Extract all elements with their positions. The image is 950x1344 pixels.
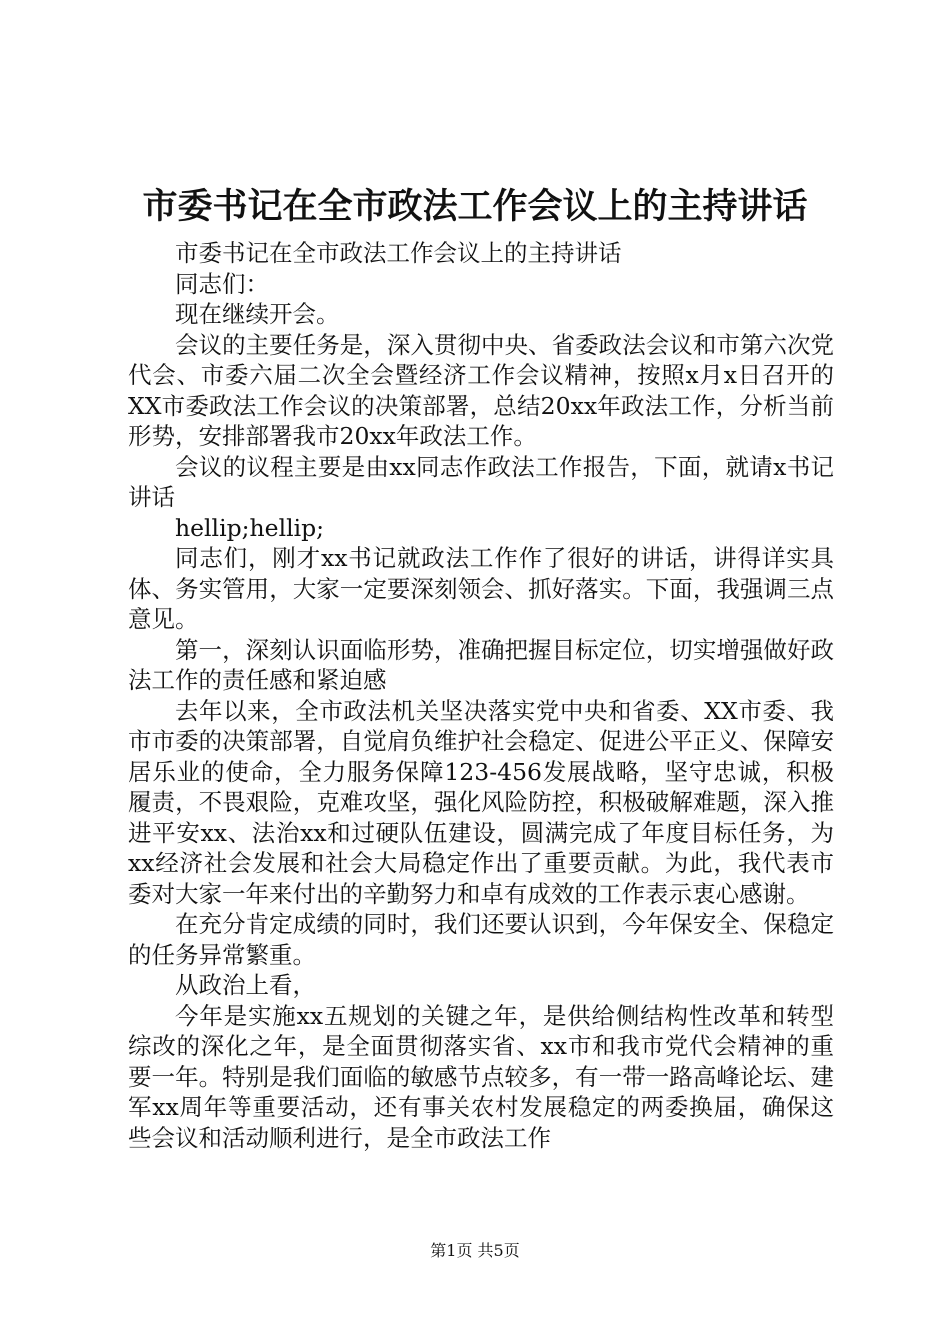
document-body (128, 208, 834, 1153)
document-title: 市委书记在全市政法工作会议上的主持讲话 (142, 186, 808, 227)
page-footer: 第1页 共5页 (430, 1241, 520, 1260)
paragraph: 第一，深刻认识面临形势，准确把握目标定位，切实增强做好政法工作的责任感和紧迫感 (128, 635, 834, 694)
paragraph: 会议的议程主要是由xx同志作政法工作报告，下面，就请x书记讲话 (128, 452, 834, 511)
paragraph: 市委书记在全市政法工作会议上的主持讲话 (175, 239, 622, 267)
paragraph: 去年以来，全市政法机关坚决落实党中央和省委、XX市委、我市市委的决策部署，自觉肩负维护社会稳定、促进公平正义、保障安居乐业的使命，全力服务保障123-456发展战略，坚守忠诚，积极履责，不畏艰险，克难攻坚，强化风险防控，积极破解难题，深入推进平安xx、法治xx和过硬队伍建设，圆满完成了年度目标任务，为xx经济社会发展和社会大局稳定作出了重要贡献。为此，我代表市委对大家一年来付出的辛勤努力和卓有成效的工作表示衷心感谢。 (128, 696, 834, 908)
paragraph: 同志们： (175, 269, 269, 298)
paragraph: 今年是实施xx五规划的关键之年，是供给侧结构性改革和转型综改的深化之年，是全面贯彻落实省、xx市和我市党代会精神的重要一年。特别是我们面临的敏感节点较多，有一带一路高峰论坛、建军xx周年等重要活动，还有事关农村发展稳定的两委换届，确保这些会议和活动顺利进行，是全市政法工作 (128, 1001, 834, 1152)
paragraph: 现在继续开会。 (175, 300, 340, 328)
paragraph: 从政治上看， (175, 971, 316, 999)
paragraph: hellip;hellip; (175, 513, 325, 542)
paragraph: 同志们，刚才xx书记就政法工作作了很好的讲话，讲得详实具体、务实管用，大家一定要深刻领会、抓好落实。下面，我强调三点意见。 (128, 544, 834, 633)
paragraph: 会议的主要任务是，深入贯彻中央、省委政法会议和市第六次党代会、市委六届二次全会暨经济工作会议精神，按照x月x日召开的XX市委政法工作会议的决策部署，总结20xx年政法工作，分析当前形势，安排部署我市20xx年政法工作。 (128, 330, 834, 450)
paragraph: 在充分肯定成绩的同时，我们还要认识到，今年保安全、保稳定的任务异常繁重。 (128, 910, 834, 969)
